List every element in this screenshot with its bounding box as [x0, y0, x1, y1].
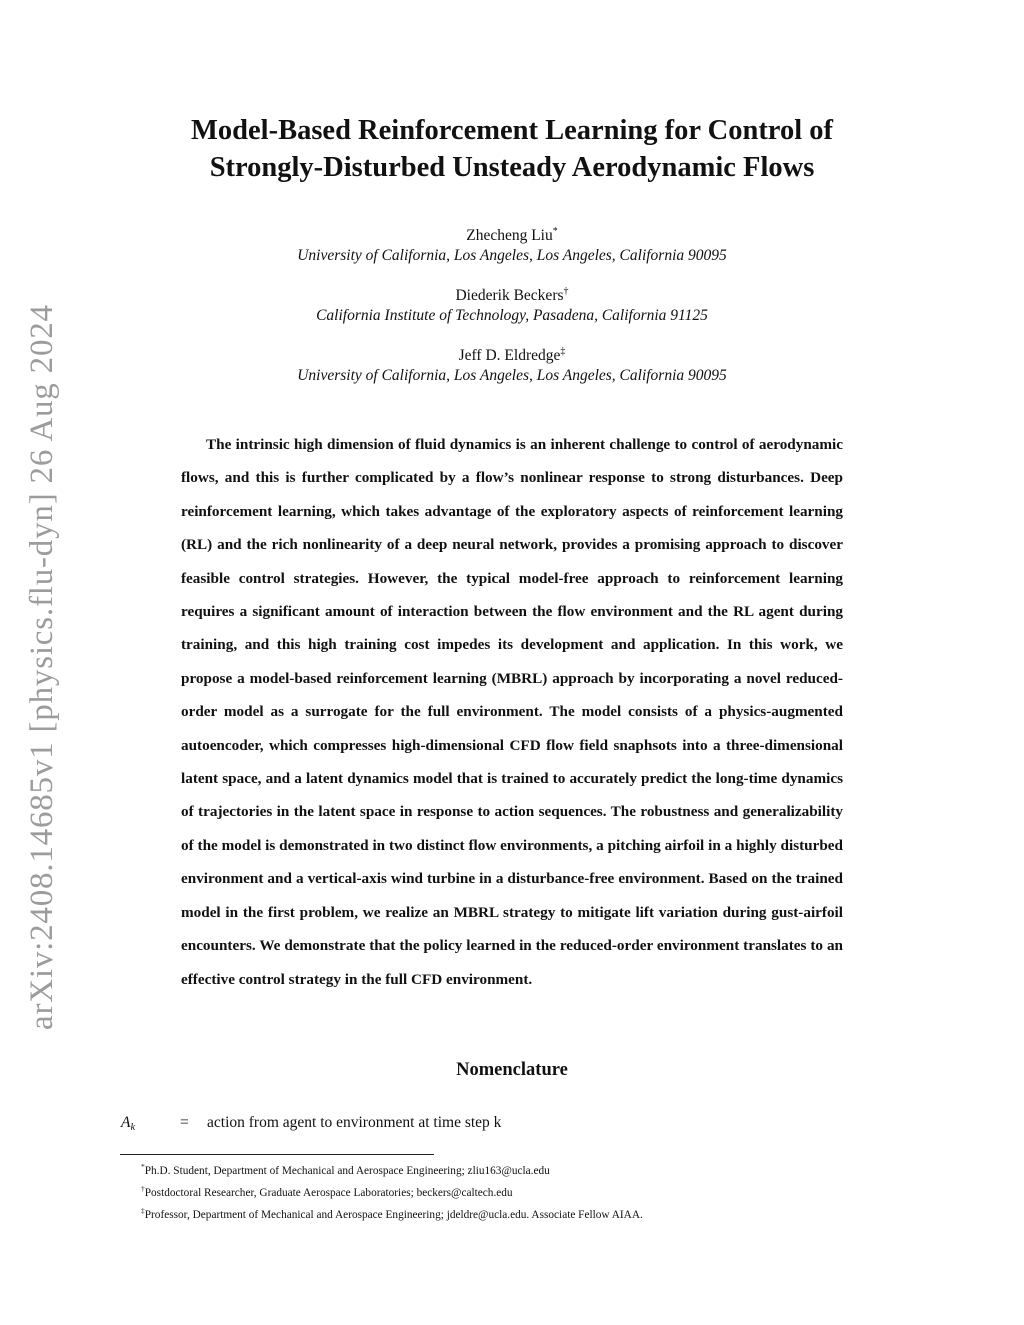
abstract-paragraph: The intrinsic high dimension of fluid dynamics is an inherent challenge to control of aerodynamic flows, and this is further complicated by a flow’s nonlinear response to strong disturbances. Deep reinforcement learning, which takes advantage of the exploratory aspects of reinforcement learning (RL) and the rich nonlinearity of a deep neural network, provides a promising approach to discover feasible control strategies. However, the typical model-free approach to reinforcement learning requires a significant amount of interaction between the flow environment and the RL agent during training, and this high training cost impedes its development and application. In this work, we propose a model-based reinforcement learning (MBRL) approach by incorporating a novel reduced-order model as a surrogate for the full environment. The model consists of a physics-augmented autoencoder, which compresses high-dimensional CFD flow field snaphsots into a three-dimensional latent space, and a latent dynamics model that is trained to accurately predict the long-time dynamics of trajectories in the latent space in response to action sequences. The robustness and generalizability of the model is demonstrated in two distinct flow environments, a pitching airfoil in a highly disturbed environment and a vertical-axis wind turbine in a disturbance-free environment. Based on the trained model in the first problem, we realize an MBRL strategy to mitigate lift variation during gust-airfoil encounters. We demonstrate that the policy learned in the reduced-order environment translates to an effective control strategy in the full CFD environment.	[181, 436, 843, 988]
author-affiliation: University of California, Los Angeles, Los Angeles, California 90095	[297, 247, 727, 265]
author-affiliation: California Institute of Technology, Pasadena, California 91125	[316, 307, 708, 325]
author-name: Jeff D. Eldredge‡	[458, 346, 566, 365]
footnote-mark: †	[141, 1183, 145, 1193]
footnotes	[141, 1158, 901, 1223]
nomenclature-symbol: $A_k$	[121, 1114, 136, 1133]
author-name: Zhecheng Liu*	[466, 226, 558, 245]
author-footnote-mark: *	[552, 226, 558, 237]
author-footnote-mark: ‡	[560, 346, 566, 357]
footnote-mark: *	[141, 1162, 145, 1171]
author-block-1	[120, 222, 904, 266]
author-affiliation: University of California, Los Angeles, Los Angeles, California 90095	[297, 367, 727, 385]
footnote-mark: ‡	[141, 1205, 145, 1215]
paper-title-line-1: Model-Based Reinforcement Learning for Control of	[191, 115, 833, 146]
paper-title	[120, 112, 904, 186]
author-name: Diederik Beckers†	[455, 286, 569, 305]
arxiv-identifier-stamp: arXiv:2408.14685v1 [physics.flu-dyn] 26 Aug 2024	[24, 304, 60, 1030]
author-footnote-mark: †	[563, 286, 569, 297]
nomenclature-description: action from agent to environment at time step k	[207, 1114, 502, 1131]
nomenclature-heading: Nomenclature	[456, 1060, 568, 1080]
nomenclature-subscript: k	[130, 1122, 136, 1133]
nomenclature-equals: =	[180, 1114, 189, 1131]
author-block-3	[120, 342, 904, 386]
footnote-item: ‡Professor, Department of Mechanical and Aerospace Engineering; jdeldre@ucla.edu. Associate Fellow AIAA.	[141, 1205, 643, 1221]
footnote-divider	[120, 1154, 434, 1155]
footnote-item: *Ph.D. Student, Department of Mechanical and Aerospace Engineering; zliu163@ucla.edu	[141, 1162, 550, 1177]
author-block-2	[120, 282, 904, 326]
footnote-item: †Postdoctoral Researcher, Graduate Aerospace Laboratories; beckers@caltech.edu	[141, 1183, 513, 1199]
paper-title-line-2: Strongly-Disturbed Unsteady Aerodynamic Flows	[209, 152, 815, 183]
